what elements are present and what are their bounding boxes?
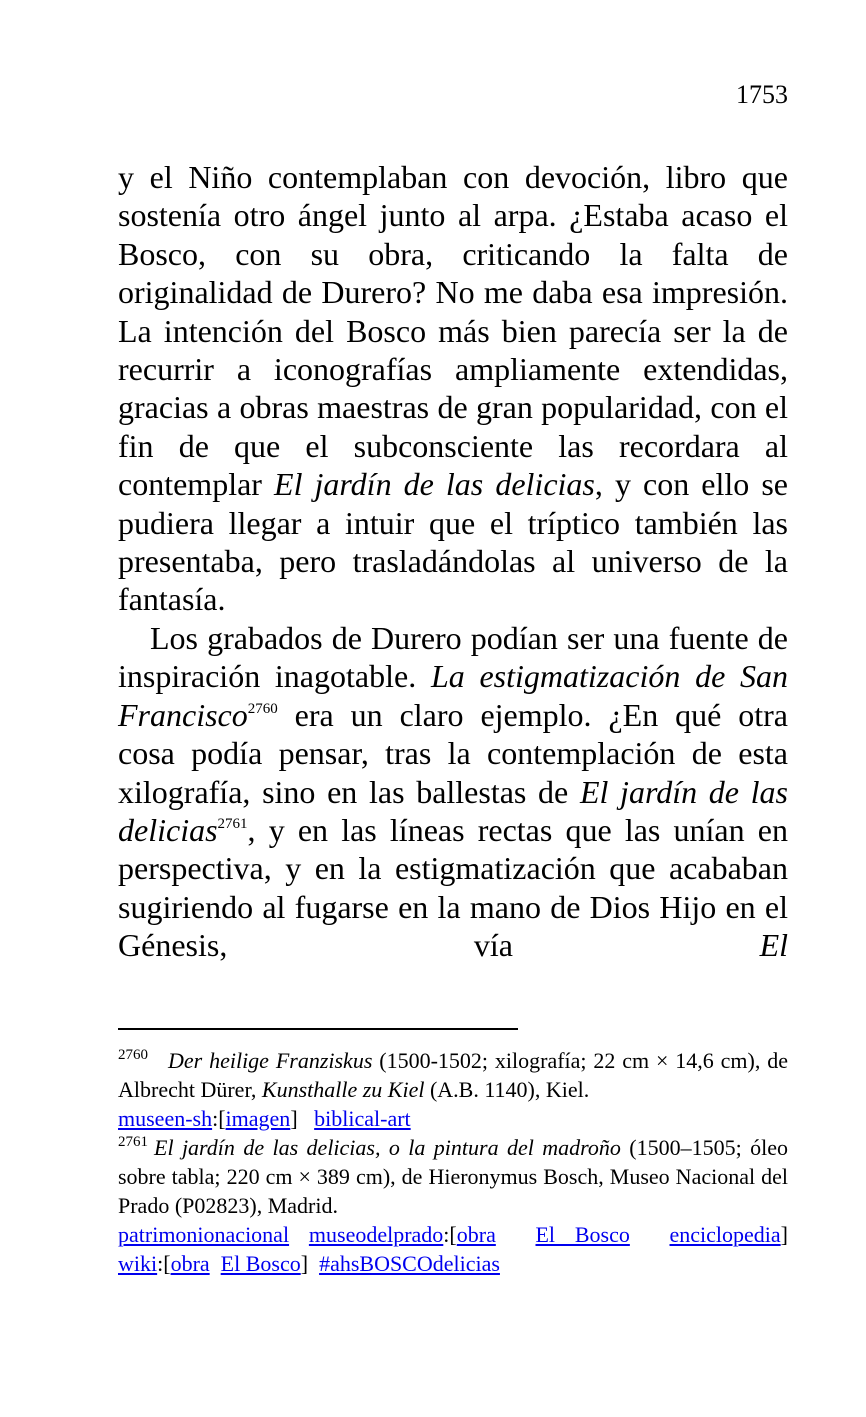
link-biblical-art[interactable]: biblical-art	[314, 1106, 411, 1131]
paragraph-1-text: y el Niño contemplaban con devoción, libro que sostenía otro ángel junto al arpa. ¿Estaba acaso el Bosco, con su obra, criticando la falta de originalidad de Durero? No me daba esa impresión. La intención del Bosco más bien parecía ser la de recurrir a iconografías ampliamente extendidas, gracias a obras maestras de gran popularidad, con el fin de que el subconsciente las recordara al contemplar	[118, 159, 788, 503]
link-enciclopedia[interactable]: enciclopedia	[669, 1222, 781, 1247]
link-museodelprado[interactable]: museodelprado	[308, 1222, 444, 1247]
link-el-bosco[interactable]: El Bosco	[535, 1222, 630, 1247]
link-patrimonionacional[interactable]: patrimonionacional	[118, 1222, 290, 1247]
artwork-title: El jardín de las delicias, o la pintura del madroño	[154, 1135, 621, 1160]
footnote-2760	[118, 1046, 788, 1104]
artwork-title: El	[759, 927, 788, 964]
page-number: 1753	[736, 80, 788, 109]
artwork-title: El jardín de las delicias	[118, 773, 789, 848]
footnote-2761-links-2	[118, 1249, 788, 1278]
footnote-ref-2760[interactable]: 2760	[247, 700, 278, 717]
footnote-text: (A.B. 1140), Kiel.	[424, 1077, 590, 1102]
artwork-title: Der heilige Franziskus	[168, 1048, 373, 1073]
paragraph-1	[118, 158, 788, 619]
paragraph-2-text: Los grabados de Durero podían ser una fuente de inspiración inagotable.	[118, 619, 788, 695]
paragraph-2	[118, 619, 788, 965]
bracket-text: :[	[212, 1106, 226, 1131]
footnote-2760-links	[118, 1104, 788, 1133]
bracket-text: ]	[290, 1106, 298, 1131]
footnote-2761-links	[118, 1220, 788, 1249]
link-imagen[interactable]: imagen	[225, 1106, 291, 1131]
museum-name: Kunsthalle zu Kiel	[261, 1077, 425, 1102]
main-text	[118, 158, 788, 965]
paragraph-2-text: , y en las líneas rectas que las unían en perspectiva, y en la estigmatización que acababan sugiriendo al fugarse en la mano de Dios Hijo en el Génesis, vía	[118, 811, 788, 964]
footnote-text: (1500–1505; óleo sobre tabla; 220 cm × 389 cm), de Hieronymus Bosch, Museo Nacional del Prado (P02823), Madrid.	[118, 1135, 788, 1218]
link-museen-sh[interactable]: museen-sh	[118, 1106, 213, 1131]
footnote-mark: 2761	[118, 1134, 148, 1150]
footnote-mark: 2760	[118, 1047, 148, 1063]
link-obra[interactable]: obra	[456, 1222, 496, 1247]
footnote-divider	[118, 1028, 518, 1030]
link-obra-wiki[interactable]: obra	[170, 1251, 210, 1276]
bracket-text: :[	[157, 1251, 171, 1276]
link-ahs-bosco-delicias[interactable]: #ahsBOSCOdelicias	[319, 1251, 500, 1276]
footnotes	[118, 1046, 788, 1278]
artwork-title: El jardín de las delicias	[274, 466, 595, 503]
bracket-text: ]	[300, 1251, 309, 1276]
footnote-2761	[118, 1133, 788, 1220]
link-wiki[interactable]: wiki	[118, 1251, 158, 1276]
bracket-text: ]	[780, 1222, 788, 1247]
footnote-ref-2761[interactable]: 2761	[217, 815, 248, 832]
paragraph-2-text: era un claro ejemplo. ¿En qué otra cosa podía pensar, tras la contemplación de esta xilografía, sino en las ballestas de	[118, 696, 788, 810]
footnote-text: (1500-1502; xilografía; 22 cm × 14,6 cm), de Albrecht Dürer,	[118, 1048, 788, 1102]
artwork-title: La estigmatización de San Francisco	[118, 658, 789, 733]
bracket-text: :[	[443, 1222, 457, 1247]
link-el-bosco-wiki[interactable]: El Bosco	[220, 1251, 301, 1276]
paragraph-1-text: , y con ello se pudiera llegar a intuir que el tríptico también las presentaba, pero trasladándolas al universo de la fantasía.	[118, 466, 789, 618]
